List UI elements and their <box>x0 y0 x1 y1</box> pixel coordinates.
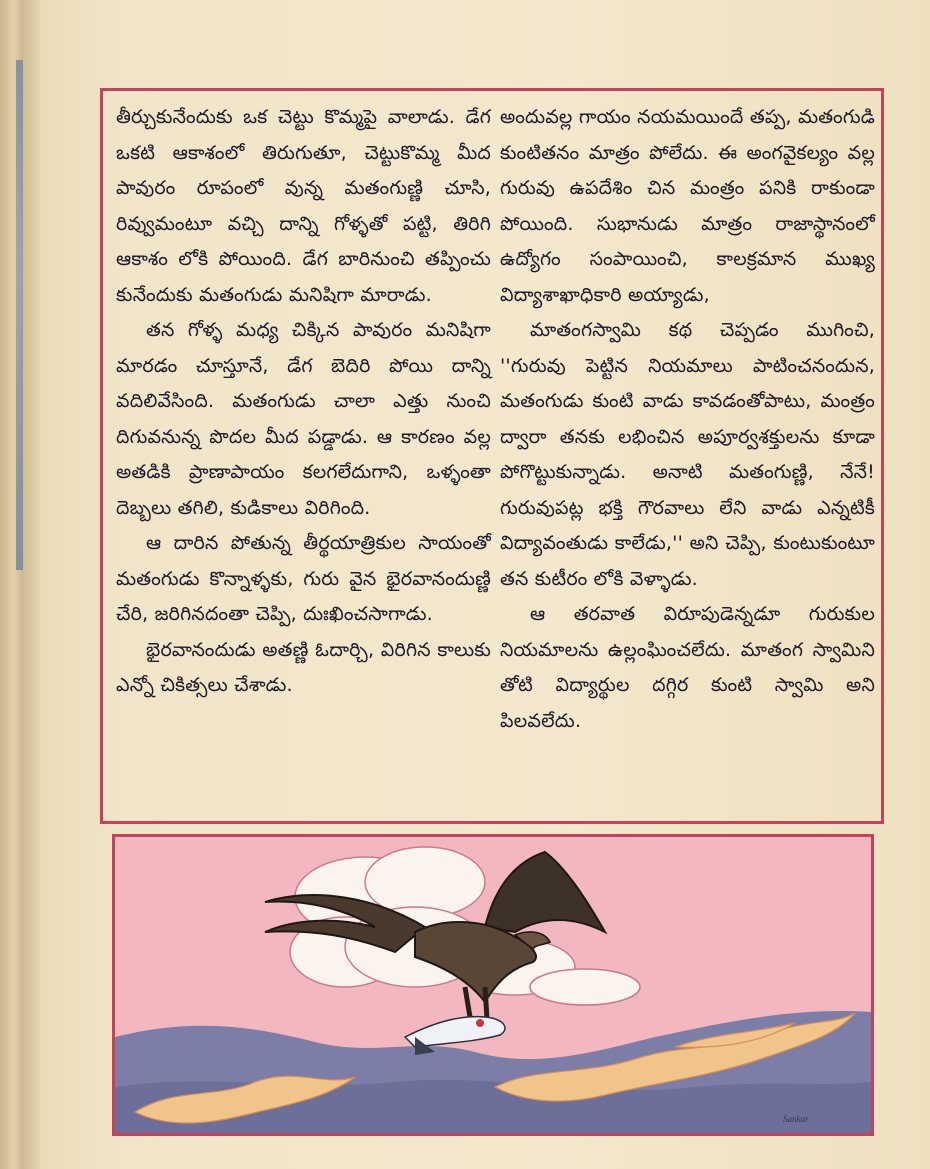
story-paragraph: తీర్చుకునేందుకు ఒక చెట్టు కొమ్మపై వాలాడు. డేగ ఒకటి ఆకాశంలో తిరుగుతూ, చెట్టుకొమ్మ మీద పావురం రూపంలో వున్న మతంగుణ్ణి చూసి, రివ్వుమంటూ వచ్చి దాన్ని గోళ్ళతో పట్టి, తిరిగి ఆకాశం లోకి పోయింది. డేగ బారినుంచి తప్పించు కునేందుకు మతంగుడు మనిషిగా మారాడు. <box>116 106 491 306</box>
artist-signature: Sankar <box>783 1114 809 1124</box>
story-paragraph: ఆ తరవాత విరూపుడెన్నడూ గురుకుల నియమాలను ఉల్లంఘించలేదు. మాతంగ స్వామిని తోటి విద్యార్థుల దగ్గిర కుంటి స్వామి అని పిలవలేదు. <box>500 603 875 732</box>
story-paragraph: అందువల్ల గాయం నయమయిందే తప్ప, మతంగుడి కుంటితనం మాత్రం పోలేదు. ఈ అంగవైకల్యం వల్ల గురువు ఉపదేశిం చిన మంత్రం పనికి రాకుండా పోయింది. సుభానుడు మాత్రం రాజాస్థానంలో ఉద్యోగం సంపాయించి, కాలక్రమాన ముఖ్య విద్యాశాఖాధికారి అయ్యాడు, <box>500 106 875 306</box>
story-right-column <box>500 100 875 739</box>
eagle-illustration <box>115 837 871 1133</box>
story-paragraph: మాతంగస్వామి కథ చెప్పడం ముగించి, ''గురువు పెట్టిన నియమాలు పాటించనందున, మతంగుడు కుంటి వాడు కావడంతోపాటు, మంత్రం ద్వారా తనకు లభించిన అపూర్వశక్తులను కూడా పోగొట్టుకున్నాడు. అనాటి మతంగుణ్ణి, నేనే! గురువుపట్ల భక్తి గౌరవాలు లేని వాడు ఎన్నటికీ విద్యావంతుడు కాలేడు,'' అని చెప్పి, కుంటుకుంటూ తన కుటీరం లోకి వెళ్ళాడు. <box>500 319 875 590</box>
story-illustration <box>112 834 874 1136</box>
story-paragraph: భైరవానందుడు అతణ్ణి ఓదార్చి, విరిగిన కాలుకు ఎన్నో చికిత్సలు చేశాడు. <box>116 638 491 696</box>
story-left-column <box>116 100 491 704</box>
story-paragraph: ఆ దారిన పోతున్న తీర్థయాత్రికుల సాయంతో మతంగుడు కొన్నాళ్ళకు, గురు వైన భైరవానందుణ్ణి చేరి, జరిగినదంతా చెప్పి, దుఃఖించసాగాడు. <box>116 532 491 625</box>
page-binding-edge <box>0 0 40 1169</box>
binding-stripe <box>16 60 23 570</box>
story-paragraph: తన గోళ్ళ మధ్య చిక్కిన పావురం మనిషిగా మారడం చూస్తూనే, డేగ బెదిరి పోయి దాన్ని వదిలివేసింది. మతంగుడు చాలా ఎత్తు నుంచి దిగువనున్న పొదల మీద పడ్డాడు. ఆ కారణం వల్ల అతడికి ప్రాణాపాయం కలగలేదుగాని, ఒళ్ళంతా దెబ్బలు తగిలి, కుడికాలు విరిగింది. <box>116 319 491 519</box>
